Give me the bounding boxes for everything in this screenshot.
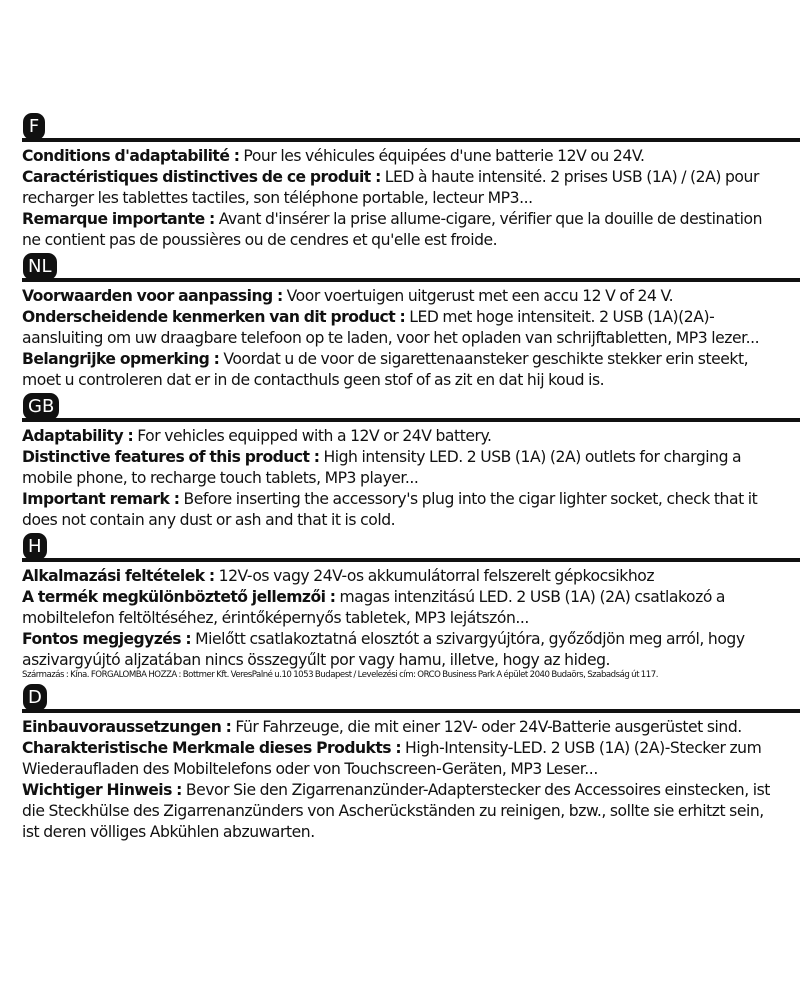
paragraph-label: Conditions d'adaptabilité : <box>22 147 240 165</box>
paragraph-text: Avant d'insérer la prise allume-cigare, vérifier que la douille de destination ne contient pas de poussières ou de cendres et qu'elle est froide. <box>22 210 763 249</box>
paragraph-text: For vehicles equipped with a 12V or 24V battery. <box>133 427 492 445</box>
features-paragraph <box>22 167 780 209</box>
section-fr <box>22 111 780 251</box>
remark-paragraph <box>22 209 780 251</box>
paragraph-text: High intensity LED. 2 USB (1A) (2A) outlets for charging a mobile phone, to recharge touch tablets, MP3 player... <box>22 448 742 487</box>
paragraph-text: Für Fahrzeuge, die mit einer 12V- oder 24V-Batterie ausgerüstet sind. <box>231 718 742 736</box>
paragraph-label: Adaptability : <box>22 427 134 445</box>
paragraph-label: Remarque importante : <box>22 210 215 228</box>
section-gb <box>22 391 780 531</box>
paragraph-text: magas intenzitású LED. 2 USB (1A) (2A) csatlakozó a mobiltelefon feltöltéséhez, érintőképernyős tabletek, MP3 lejátszón... <box>22 588 726 627</box>
remark-paragraph <box>22 780 780 843</box>
section-nl <box>22 251 780 391</box>
remark-paragraph <box>22 349 780 391</box>
paragraph-label: Einbauvoraussetzungen : <box>22 718 232 736</box>
paragraph-label: Charakteristische Merkmale dieses Produkts : <box>22 739 402 757</box>
adaptability-paragraph <box>22 713 780 738</box>
section-divider <box>22 138 800 142</box>
section-de <box>22 682 780 843</box>
paragraph-label: Distinctive features of this product : <box>22 448 320 466</box>
features-paragraph <box>22 307 780 349</box>
adaptability-paragraph <box>22 282 780 307</box>
document <box>22 111 780 843</box>
adaptability-paragraph <box>22 142 780 167</box>
paragraph-label: Voorwaarden voor aanpassing : <box>22 287 283 305</box>
language-badge-de: D <box>23 684 47 711</box>
adaptability-paragraph <box>22 422 780 447</box>
section-header-gb <box>22 391 780 422</box>
paragraph-label: Wichtiger Hinweis : <box>22 781 182 799</box>
section-header-hu <box>22 531 780 562</box>
section-divider <box>22 278 800 282</box>
section-hu <box>22 531 780 681</box>
features-paragraph <box>22 738 780 780</box>
paragraph-label: Fontos megjegyzés : <box>22 630 192 648</box>
language-badge-fr: F <box>23 113 45 140</box>
features-paragraph <box>22 587 780 629</box>
section-divider <box>22 558 800 562</box>
paragraph-text: Voor voertuigen uitgerust met een accu 12 V of 24 V. <box>282 287 674 305</box>
paragraph-label: Important remark : <box>22 490 180 508</box>
section-header-fr <box>22 111 780 142</box>
language-badge-hu: H <box>23 533 47 560</box>
paragraph-text: 12V-os vagy 24V-os akkumulátorral felszerelt gépkocsikhoz <box>214 567 655 585</box>
remark-paragraph <box>22 629 780 671</box>
language-badge-nl: NL <box>23 253 57 280</box>
adaptability-paragraph <box>22 562 780 587</box>
paragraph-text: Voordat u de voor de sigarettenaansteker geschikte stekker erin steekt, moet u controleren dat er in de contacthuls geen stof of as zit en dat hij koud is. <box>22 350 749 389</box>
features-paragraph <box>22 447 780 489</box>
section-divider <box>22 709 800 713</box>
paragraph-text: Mielőtt csatlakoztatná elosztót a szivargyújtóra, győződjön meg arról, hogy aszivargyújtó aljzatában nincs összegyűlt por vagy hamu, illetve, hogy az hideg. <box>22 630 745 669</box>
paragraph-label: Onderscheidende kenmerken van dit product : <box>22 308 406 326</box>
paragraph-label: Alkalmazási feltételek : <box>22 567 215 585</box>
paragraph-text: Bevor Sie den Zigarrenanzünder-Adapterstecker des Accessoires einstecken, ist die Steckhülse des Zigarrenanzünders von Ascherückständen zu reinigen, bzw., sollte sie erhitzt sein, ist deren völliges Abkühlen abzuwarten. <box>22 781 770 841</box>
remark-paragraph <box>22 489 780 531</box>
paragraph-text: Pour les véhicules équipées d'une batterie 12V ou 24V. <box>239 147 645 165</box>
paragraph-label: A termék megkülönböztető jellemzői : <box>22 588 336 606</box>
origin-importer-note: Származás : Kína. FORGALOMBA HOZZA : Bottmer Kft. VeresPalné u.10 1053 Budapest / Levelezési cím: ORCO Business Park A épület 2040 Budaörs, Szabadság út 117. <box>22 670 658 680</box>
paragraph-label: Belangrijke opmerking : <box>22 350 220 368</box>
paragraph-text: High-Intensity-LED. 2 USB (1A) (2A)-Stecker zum Wiederaufladen des Mobiltelefons oder von Touchscreen-Geräten, MP3 Leser... <box>22 739 762 778</box>
paragraph-text: LED à haute intensité. 2 prises USB (1A) / (2A) pour recharger les tablettes tactiles, son téléphone portable, lecteur MP3... <box>22 168 759 207</box>
paragraph-text: LED met hoge intensiteit. 2 USB (1A)(2A)-aansluiting om uw draagbare telefoon op te laden, voor het opladen van schrijftabletten, MP3 lezer... <box>22 308 760 347</box>
paragraph-text: Before inserting the accessory's plug into the cigar lighter socket, check that it does not contain any dust or ash and that it is cold. <box>22 490 758 529</box>
section-divider <box>22 418 800 422</box>
paragraph-label: Caractéristiques distinctives de ce produit : <box>22 168 381 186</box>
section-header-nl <box>22 251 780 282</box>
language-badge-gb: GB <box>23 393 59 420</box>
section-header-de <box>22 682 780 713</box>
